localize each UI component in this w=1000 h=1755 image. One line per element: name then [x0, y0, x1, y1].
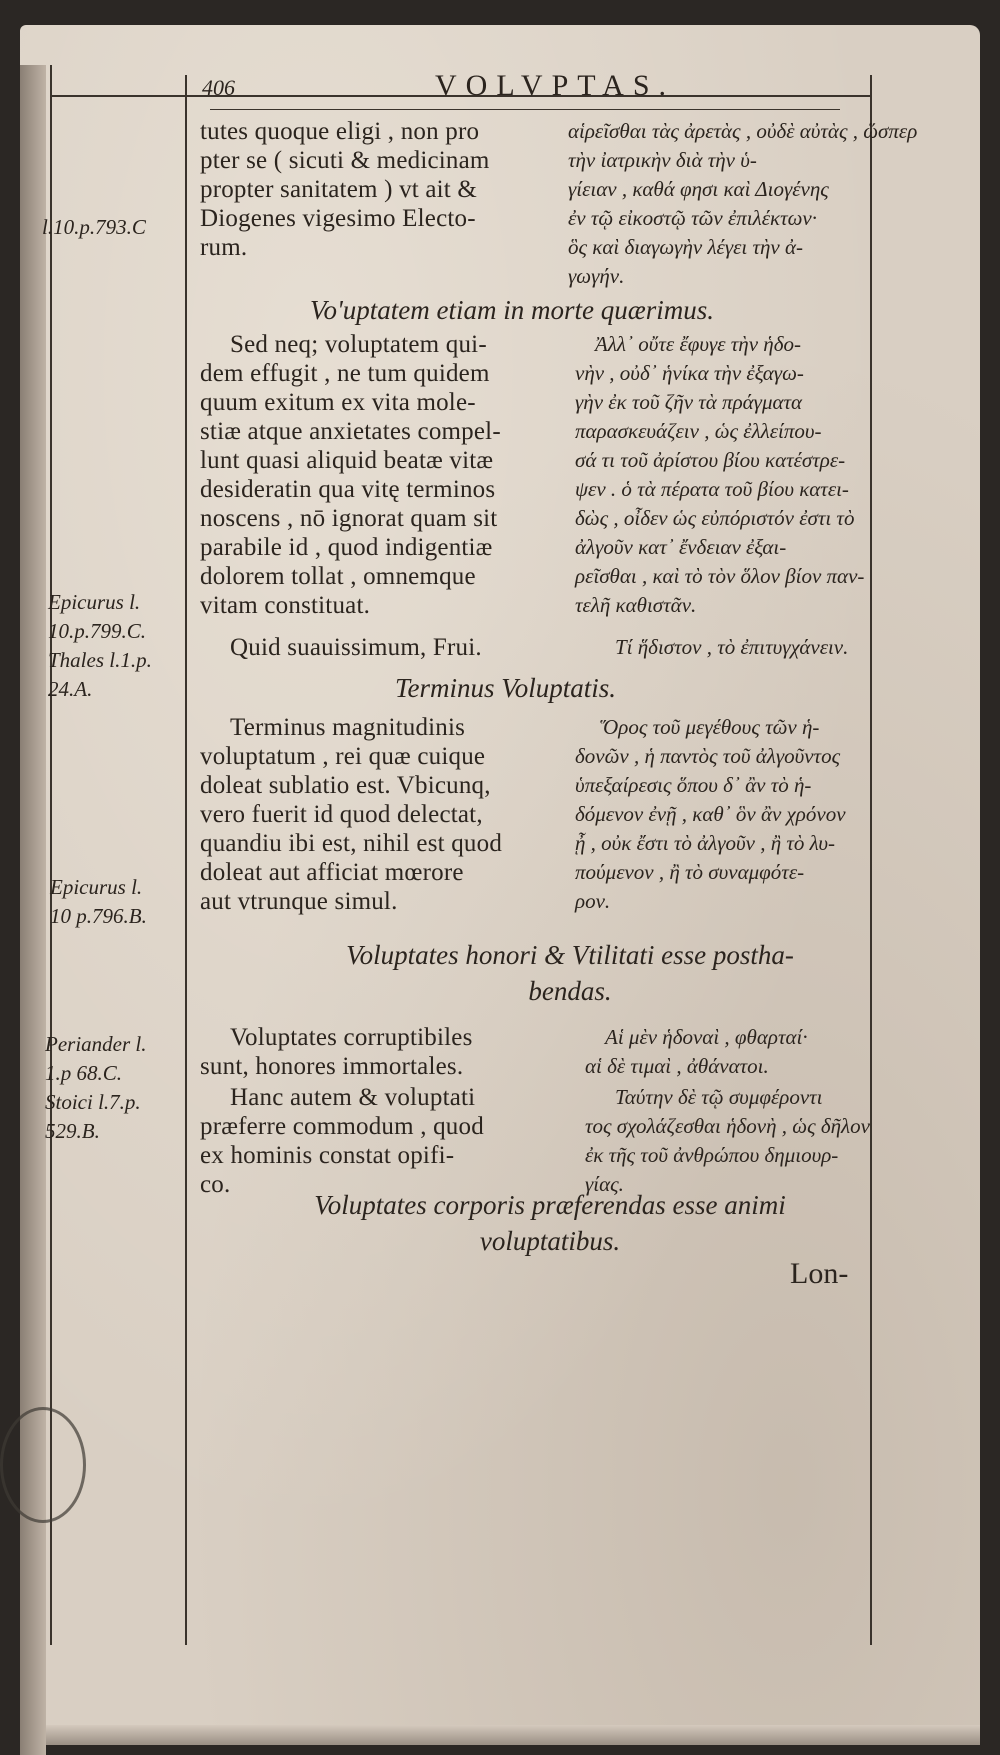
book-page	[20, 25, 980, 1745]
section-heading: Vo'uptatem etiam in morte quærimus.	[310, 295, 715, 325]
latin-paragraph: tutes quoque eligi , non pro pter se ( sicuti & medicinam propter sanitatem ) vt ait & Diogenes vigesimo Electo- rum.	[200, 118, 490, 261]
latin-paragraph: Voluptates corruptibiles sunt, honores immortales.	[200, 1024, 473, 1080]
greek-paragraph: Ἀλλ᾽ οὔτε ἔφυγε τὴν ἡδο- νὴν , οὐδ᾽ ἡνίκα τὴν ἐξαγω- γὴν ἐκ τοῦ ζῆν τὰ πράγματα παρασκευάζειν , ὡς ἐλλείπου- σά τι τοῦ ἀρίστου βίου κατέστρε- ψεν . ὁ τὰ πέρατα τοῦ βίου κατει- δὼς , οἶδεν ὡς εὐπόριστόν ἐστι τὸ ἀλγοῦν κατ᾽ ἔνδειαν ἐξαι- ρεῖσθαι , καὶ τὸ τὸν ὅλον βίον παν- τελῆ καθιστᾶν.	[575, 332, 865, 617]
frame-right-rule	[870, 75, 872, 1645]
catchword: Lon-	[790, 1257, 849, 1290]
latin-paragraph: Terminus magnitudinis voluptatum , rei quæ cuique doleat sublatio est. Vbicunq, vero fuerit id quod delectat, quandiu ibi est, nihil est quod doleat aut afficiat mœrore aut vtrunque simul.	[200, 714, 503, 915]
section-heading: Terminus Voluptatis.	[395, 673, 617, 703]
greek-line: Τί ἥδιστον , τὸ ἐπιτυγχάνειν.	[615, 635, 849, 659]
greek-paragraph: Αἱ μὲν ἡδοναὶ , φθαρταί· αἱ δὲ τιμαὶ , ἀθάνατοι.	[585, 1025, 808, 1078]
section-heading: Voluptates honori & Vtilitati esse postha- bendas.	[346, 940, 794, 1006]
margin-note: Periander l. 1.p 68.C. Stoici l.7.p. 529.B.	[45, 1032, 147, 1143]
margin-note: Epicurus l. 10.p.799.C. Thales l.1.p. 24.A.	[48, 590, 152, 701]
margin-note: l.10.p.793.C	[42, 215, 146, 239]
ring-stain	[0, 1407, 86, 1523]
greek-paragraph: Ταύτην δὲ τῷ συμφέροντι τος σχολάζεσθαι ἡδονὴ , ὡς δῆλον ἐκ τῆς τοῦ ἀνθρώπου δημιουρ- γίας.	[585, 1085, 870, 1196]
header-rule-inner	[210, 109, 840, 110]
greek-paragraph: Ὅρος τοῦ μεγέθους τῶν ἡ- δονῶν , ἡ παντὸς τοῦ ἀλγοῦντος ὑπεξαίρεσις ὅπου δ᾽ ἂν τὸ ἡ- δόμενον ἐνῇ , καθ᾽ ὃν ἂν χρόνον ᾖ , οὐκ ἔστι τὸ ἀλγοῦν , ἢ τὸ λυ- πούμενον , ἢ τὸ συναμφότε- ρον.	[575, 715, 846, 913]
running-title: VOLVPTAS.	[435, 69, 676, 102]
latin-line: Quid suauissimum, Frui.	[230, 634, 482, 661]
lower-margin	[46, 1725, 980, 1745]
latin-paragraph: Hanc autem & voluptati præferre commodum , quod ex hominis constat opifi- co.	[200, 1084, 484, 1198]
greek-paragraph: αἱρεῖσθαι τὰς ἀρετὰς , οὐδὲ αὐτὰς , ὥσπερ τὴν ἰατρικὴν διὰ τὴν ὑ- γίειαν , καθά φησι καὶ Διογένης ἐν τῷ εἰκοστῷ τῶν ἐπιλέκτων· ὃς καὶ διαγωγὴν λέγει τὴν ἀ- γωγήν.	[568, 119, 918, 288]
latin-paragraph: Sed neq; voluptatem qui- dem effugit , ne tum quidem quum exitum ex vita mole- stiæ atque anxietates compel- lunt quasi aliquid beatæ vitæ desideratin qua vitę terminos noscens , nō ignorat quam sit parabile id , quod indigentiæ dolorem tollat , omnemque vitam constituat.	[200, 331, 501, 619]
page-number: 406	[202, 75, 235, 100]
margin-note: Epicurus l. 10 p.796.B.	[50, 875, 147, 928]
section-heading: Voluptates corporis præferendas esse animi voluptatibus.	[314, 1190, 786, 1256]
margin-column-rule	[185, 75, 187, 1645]
